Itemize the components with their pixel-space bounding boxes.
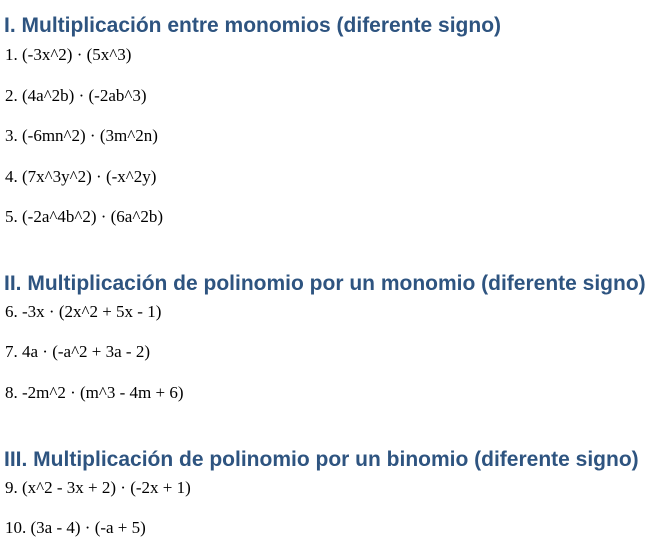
- exercise-6: 6. -3x · (2x^2 + 5x - 1): [5, 302, 162, 321]
- exercise-10: 10. (3a - 4) · (-a + 5): [5, 518, 146, 537]
- section-3-title: III. Multiplicación de polinomio por un binomio (diferente signo): [4, 448, 639, 471]
- section-1-title: I. Multiplicación entre monomios (diferente signo): [4, 14, 502, 37]
- exercise-2: 2. (4a^2b) · (-2ab^3): [5, 86, 147, 105]
- exercise-5: 5. (-2a^4b^2) · (6a^2b): [5, 207, 163, 226]
- section-2-title: II. Multiplicación de polinomio por un monomio (diferente signo): [4, 272, 646, 295]
- exercise-8: 8. -2m^2 · (m^3 - 4m + 6): [5, 383, 184, 402]
- exercise-7: 7. 4a · (-a^2 + 3a - 2): [5, 342, 151, 361]
- exercise-3: 3. (-6mn^2) · (3m^2n): [5, 126, 158, 145]
- exercise-1: 1. (-3x^2) · (5x^3): [5, 45, 132, 64]
- exercise-9: 9. (x^2 - 3x + 2) · (-2x + 1): [5, 478, 191, 497]
- exercise-4: 4. (7x^3y^2) · (-x^2y): [5, 167, 157, 186]
